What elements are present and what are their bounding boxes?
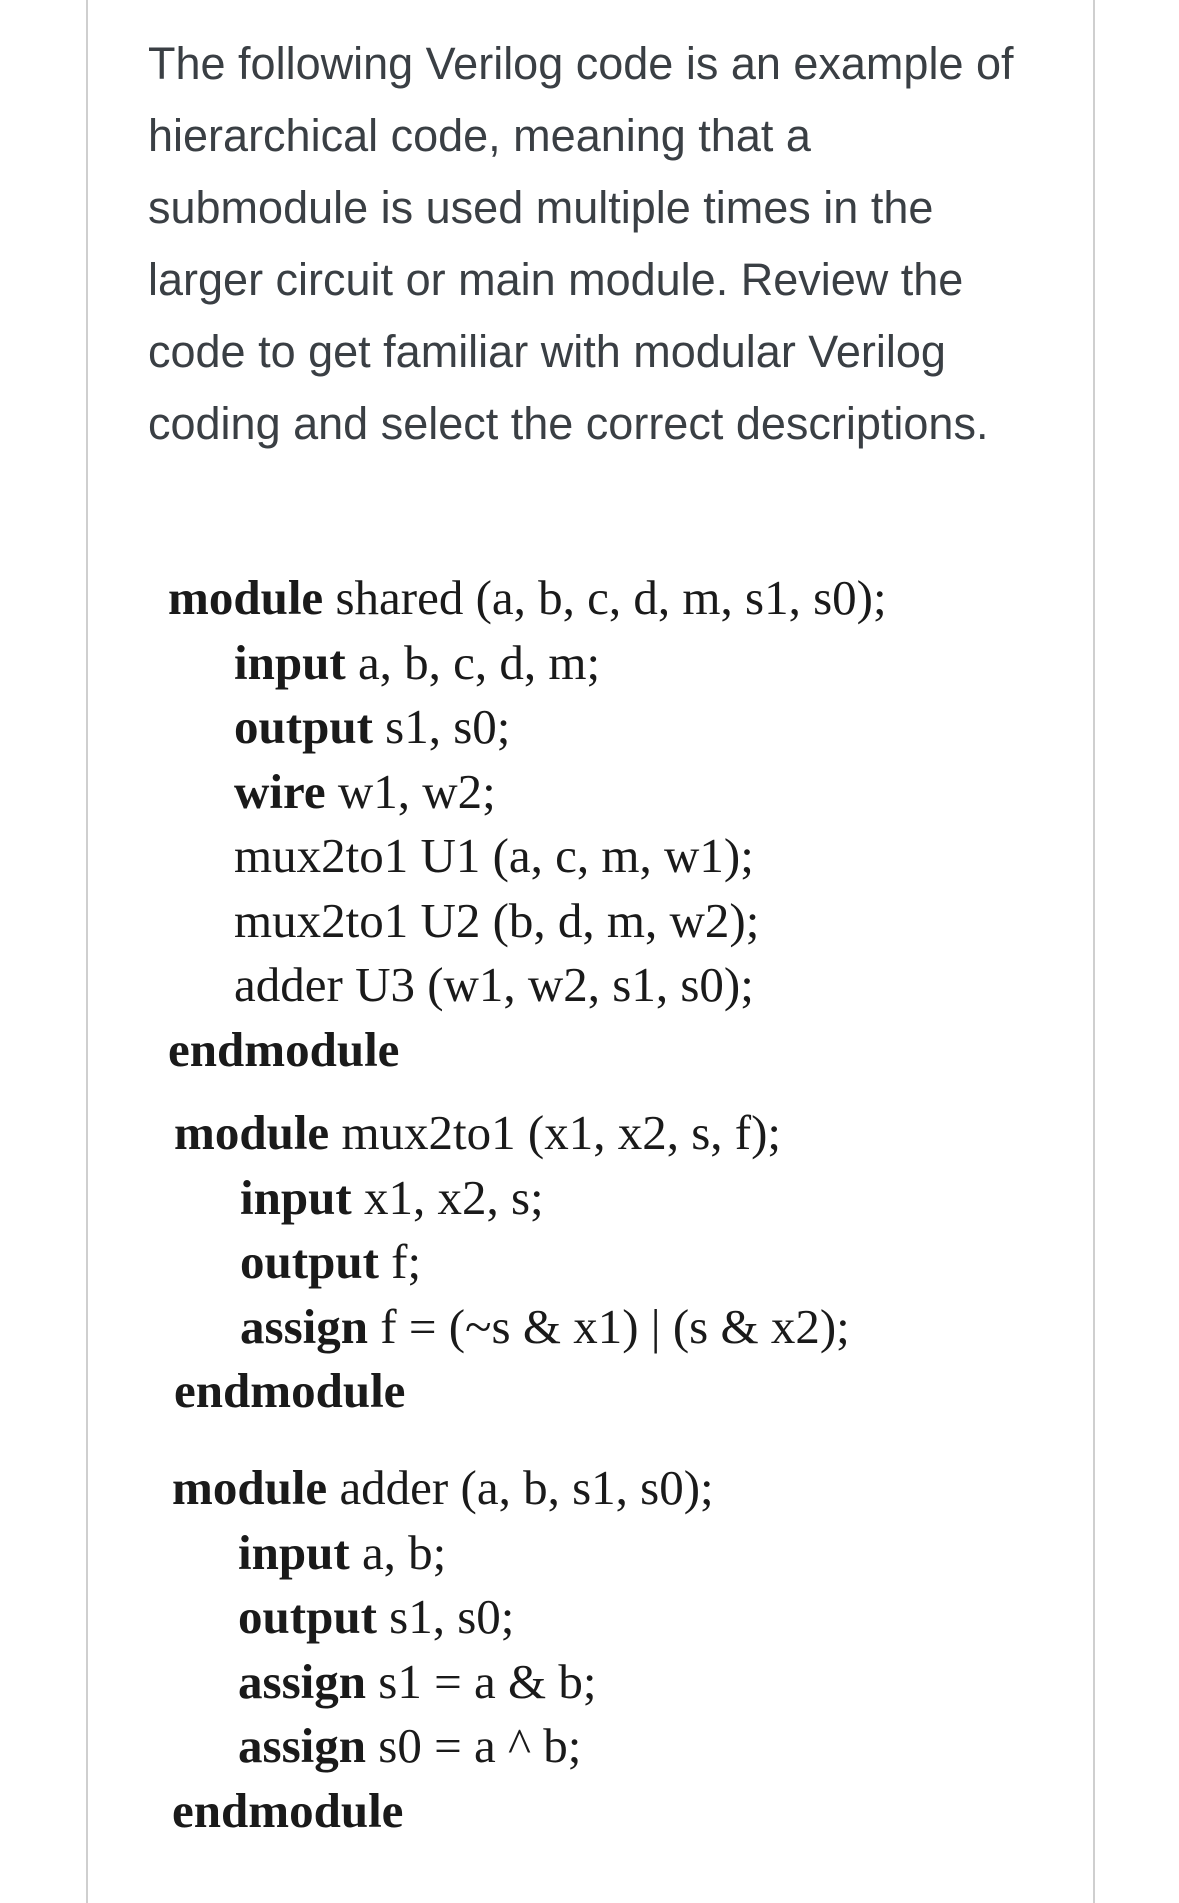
output-declaration: output s1, s0; xyxy=(234,699,511,754)
module-header: module adder (a, b, s1, s0); xyxy=(172,1460,714,1515)
assign-statement-s1: assign s1 = a & b; xyxy=(238,1653,597,1709)
wire-declaration: wire w1, w2; xyxy=(234,763,496,819)
module-header: module mux2to1 (x1, x2, s, f); xyxy=(174,1105,782,1160)
instance-u1: mux2to1 U1 (a, c, m, w1); xyxy=(234,828,754,883)
module-end: endmodule xyxy=(174,1363,406,1418)
input-declaration: input x1, x2, s; xyxy=(240,1169,544,1225)
module-end: endmodule xyxy=(168,1021,400,1077)
module-end: endmodule xyxy=(172,1782,404,1838)
input-declaration: input a, b, c, d, m; xyxy=(234,634,601,690)
output-declaration: output s1, s0; xyxy=(238,1589,515,1644)
question-intro: The following Verilog code is an example of hierarchical code, meaning that a submodule is used multiple times in the larger circuit or main module. Review the code to get familiar with modular Verilog coding and select the correct descriptions. xyxy=(148,38,1014,449)
content-border-left xyxy=(86,0,88,1903)
module-adder-code xyxy=(172,1456,714,1843)
content-border-right xyxy=(1093,0,1095,1903)
input-declaration: input a, b; xyxy=(238,1524,447,1580)
instance-u3: adder U3 (w1, w2, s1, s0); xyxy=(234,957,754,1012)
module-mux2to1-code xyxy=(174,1101,850,1424)
module-header: module shared (a, b, c, d, m, s1, s0); xyxy=(168,570,887,625)
module-shared-code xyxy=(168,566,887,1082)
output-declaration: output f; xyxy=(240,1234,422,1289)
assign-statement-s0: assign s0 = a ^ b; xyxy=(238,1718,582,1773)
instance-u2: mux2to1 U2 (b, d, m, w2); xyxy=(234,892,760,948)
assign-statement: assign f = (~s & x1) | (s & x2); xyxy=(240,1298,850,1354)
